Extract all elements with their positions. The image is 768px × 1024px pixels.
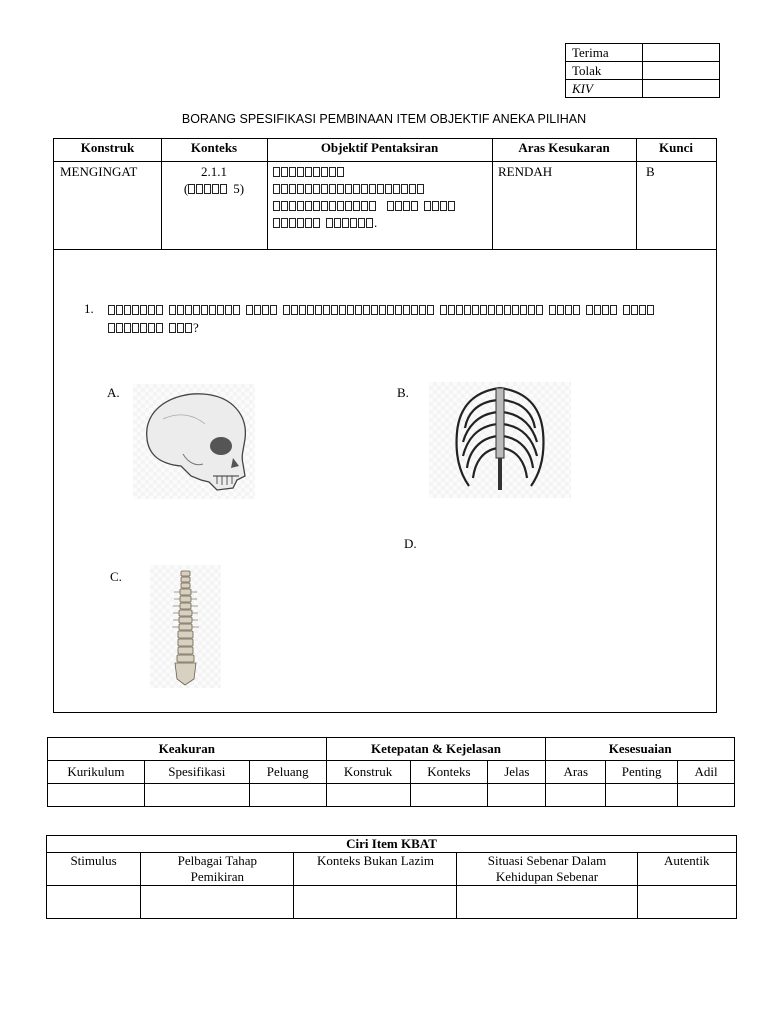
col-jelas: Jelas [488,761,546,784]
status-value-field[interactable] [643,62,720,80]
cell-objektif [273,163,488,231]
kbat-column-row [47,853,737,886]
col-autentik: Autentik [637,853,736,886]
status-label: KIV [566,80,643,98]
objektif-line [273,197,488,214]
option-a-label[interactable]: A. [107,385,120,400]
document-title: BORANG SPESIFIKASI PEMBINAAN ITEM OBJEKTIF ANEKA PILIHAN [181,112,587,126]
option-d-label[interactable]: D. [404,536,417,551]
ribcage-illustration[interactable] [429,382,571,498]
option-c-label[interactable]: C. [110,569,122,584]
konteks-unit-number: 5) [233,181,245,196]
header-kunci: Kunci [659,140,693,155]
kbat-table [46,835,737,919]
question-stem [108,301,708,337]
col-spesifikasi: Spesifikasi [144,761,249,784]
cell-aras: RENDAH [498,164,553,179]
col-kurikulum: Kurikulum [48,761,145,784]
col-konteks-bukan-lazim: Konteks Bukan Lazim [294,853,457,886]
kbat-input-row [47,886,737,919]
cell-konstruk: MENGINGAT [60,164,138,179]
status-row-tolak [566,62,720,80]
cell-konteks [161,163,267,197]
table-divider [54,161,716,162]
eval-input-cell[interactable] [326,784,410,807]
status-value-field[interactable] [643,44,720,62]
eval-input-cell[interactable] [546,784,606,807]
cell-kunci: B [646,164,655,179]
evaluation-table [47,737,735,807]
col-peluang: Peluang [249,761,326,784]
eval-column-row [48,761,735,784]
objektif-line [273,163,488,180]
status-row-kiv [566,80,720,98]
spine-illustration[interactable] [150,565,221,688]
status-row-terima [566,44,720,62]
question-number: 1. [84,301,94,316]
kbat-title: Ciri Item KBAT [47,836,737,853]
kbat-input-cell[interactable] [141,886,294,919]
eval-input-cell[interactable] [249,784,326,807]
question-stem-line [108,301,708,319]
eval-input-cell[interactable] [678,784,735,807]
kbat-input-cell[interactable] [457,886,637,919]
status-label: Tolak [566,62,643,80]
status-label: Terima [566,44,643,62]
objektif-end: . [374,215,378,230]
question-stem-line [108,319,708,337]
header-aras: Aras Kesukaran [518,140,610,155]
group-ketepatan: Ketepatan & Kejelasan [326,738,546,761]
eval-group-row [48,738,735,761]
review-status-box [565,43,720,98]
eval-input-cell[interactable] [144,784,249,807]
kbat-input-cell[interactable] [637,886,736,919]
col-pelbagai-tahap: Pelbagai Tahap Pemikiran [141,853,294,886]
col-penting: Penting [606,761,678,784]
table-divider [54,249,716,250]
col-adil: Adil [678,761,735,784]
spec-table [53,138,717,713]
objektif-line [273,214,488,231]
eval-input-row [48,784,735,807]
option-b-label[interactable]: B. [397,385,409,400]
kbat-input-cell[interactable] [294,886,457,919]
eval-input-cell[interactable] [488,784,546,807]
kbat-title-row [47,836,737,853]
col-konteks: Konteks [410,761,488,784]
question-stem-end: ? [193,320,199,335]
col-aras: Aras [546,761,606,784]
konteks-code: 2.1.1 [201,164,227,179]
group-keakuran: Keakuran [48,738,327,761]
kbat-input-cell[interactable] [47,886,141,919]
header-konstruk: Konstruk [80,140,135,155]
header-objektif: Objektif Pentaksiran [320,140,439,155]
eval-input-cell[interactable] [48,784,145,807]
objektif-line [273,180,488,197]
header-konteks: Konteks [190,140,238,155]
eval-input-cell[interactable] [410,784,488,807]
col-konstruk: Konstruk [326,761,410,784]
eval-input-cell[interactable] [606,784,678,807]
konteks-unit: ( 5) [183,181,245,196]
col-stimulus: Stimulus [47,853,141,886]
skull-illustration[interactable] [133,384,255,499]
status-value-field[interactable] [643,80,720,98]
group-kesesuaian: Kesesuaian [546,738,735,761]
col-situasi-sebenar: Situasi Sebenar Dalam Kehidupan Sebenar [457,853,637,886]
